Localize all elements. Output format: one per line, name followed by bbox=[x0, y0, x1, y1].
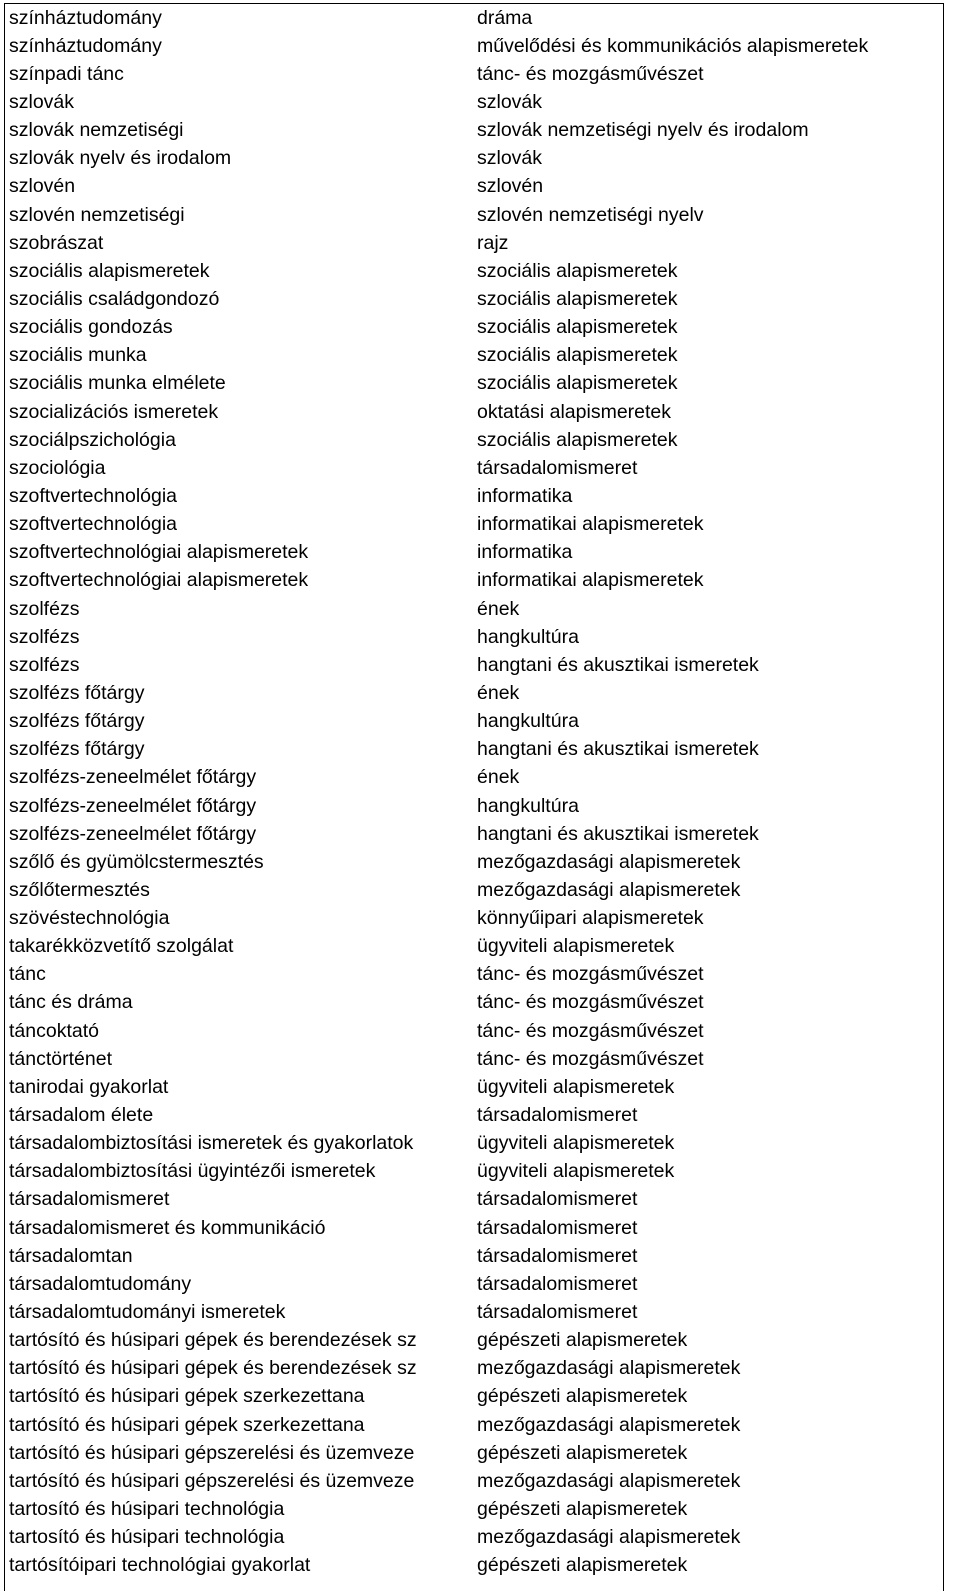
subject-name-cell: szoftvertechnológia bbox=[9, 513, 178, 536]
subject-name-cell: tartósító és húsipari gépek és berendezések sz bbox=[9, 1357, 417, 1380]
exam-subject-cell: gépészeti alapismeretek bbox=[477, 1441, 688, 1464]
exam-subject-cell: társadalomismeret bbox=[477, 1104, 638, 1127]
table-row bbox=[5, 32, 943, 60]
exam-subject-cell: hangkultúra bbox=[477, 794, 579, 817]
table-row bbox=[5, 1552, 943, 1580]
table-row bbox=[5, 1467, 943, 1495]
subject-name-cell: tartósító és húsipari gépszerelési és üzemveze bbox=[9, 1441, 415, 1464]
subject-name-cell: tánc bbox=[9, 963, 46, 986]
exam-subject-cell: szociális alapismeretek bbox=[477, 428, 678, 451]
subject-name-cell: szlovén bbox=[9, 175, 76, 198]
subject-name-cell: színháztudomány bbox=[9, 34, 162, 57]
table-row bbox=[5, 1242, 943, 1270]
subject-name-cell: tartosító és húsipari technológia bbox=[9, 1526, 285, 1549]
table-row bbox=[5, 567, 943, 595]
table-row bbox=[5, 314, 943, 342]
exam-subject-cell: társadalomismeret bbox=[477, 1301, 638, 1324]
subject-name-cell: színháztudomány bbox=[9, 6, 162, 29]
exam-subject-cell: hangtani és akusztikai ismeretek bbox=[477, 822, 759, 845]
table-row bbox=[5, 736, 943, 764]
table-row bbox=[5, 1439, 943, 1467]
exam-subject-cell: szlovén bbox=[477, 175, 544, 198]
table-row bbox=[5, 1158, 943, 1186]
exam-subject-cell: szlovák nemzetiségi nyelv és irodalom bbox=[477, 119, 809, 142]
subject-name-cell: tartósító és húsipari gépek és berendezések sz bbox=[9, 1329, 417, 1352]
table-row bbox=[5, 60, 943, 88]
exam-subject-cell: tánc- és mozgásművészet bbox=[477, 1047, 704, 1070]
table-row bbox=[5, 539, 943, 567]
exam-subject-cell: szociális alapismeretek bbox=[477, 372, 678, 395]
exam-subject-cell: mezőgazdasági alapismeretek bbox=[477, 1469, 741, 1492]
subject-name-cell: szolfézs bbox=[9, 625, 80, 648]
subject-name-cell: tartósító és húsipari gépek szerkezettana bbox=[9, 1413, 365, 1436]
subject-name-cell: szoftvertechnológiai alapismeretek bbox=[9, 541, 309, 564]
exam-subject-cell: hangkultúra bbox=[477, 710, 579, 733]
table-row bbox=[5, 1495, 943, 1523]
exam-subject-cell: társadalomismeret bbox=[477, 1216, 638, 1239]
exam-subject-cell: gépészeti alapismeretek bbox=[477, 1329, 688, 1352]
table-row bbox=[5, 370, 943, 398]
table-row bbox=[5, 201, 943, 229]
exam-subject-cell: tánc- és mozgásművészet bbox=[477, 1019, 704, 1042]
subject-name-cell: szövéstechnológia bbox=[9, 907, 170, 930]
table-row bbox=[5, 876, 943, 904]
subject-name-cell: szociálpszichológia bbox=[9, 428, 176, 451]
subject-name-cell: szolfézs-zeneelmélet főtárgy bbox=[9, 766, 257, 789]
subject-name-cell: szoftvertechnológia bbox=[9, 484, 178, 507]
table-row bbox=[5, 285, 943, 313]
subject-name-cell: szőlőtermesztés bbox=[9, 878, 150, 901]
exam-subject-cell: hangkultúra bbox=[477, 625, 579, 648]
table-row bbox=[5, 961, 943, 989]
table-row bbox=[5, 679, 943, 707]
table-row bbox=[5, 708, 943, 736]
table-row bbox=[5, 88, 943, 116]
subject-name-cell: társadalomtudomány bbox=[9, 1272, 192, 1295]
exam-subject-cell: társadalomismeret bbox=[477, 1244, 638, 1267]
exam-subject-cell: szlovén nemzetiségi nyelv bbox=[477, 203, 704, 226]
subject-name-cell: szlovén nemzetiségi bbox=[9, 203, 185, 226]
table-row bbox=[5, 426, 943, 454]
subject-name-cell: táncoktató bbox=[9, 1019, 99, 1042]
table-row bbox=[5, 1411, 943, 1439]
table-row bbox=[5, 145, 943, 173]
exam-subject-cell: informatika bbox=[477, 541, 573, 564]
table-row bbox=[5, 623, 943, 651]
table-row bbox=[5, 173, 943, 201]
exam-subject-cell: tánc- és mozgásművészet bbox=[477, 963, 704, 986]
exam-subject-cell: társadalomismeret bbox=[477, 1188, 638, 1211]
exam-subject-cell: szociális alapismeretek bbox=[477, 344, 678, 367]
table-row bbox=[5, 117, 943, 145]
subject-name-cell: takarékközvetítő szolgálat bbox=[9, 935, 234, 958]
subject-name-cell: szociális családgondozó bbox=[9, 287, 220, 310]
exam-subject-cell: gépészeti alapismeretek bbox=[477, 1385, 688, 1408]
subject-name-cell: társadalomismeret és kommunikáció bbox=[9, 1216, 326, 1239]
table-row bbox=[5, 792, 943, 820]
exam-subject-cell: oktatási alapismeretek bbox=[477, 400, 672, 423]
subject-name-cell: tánc és dráma bbox=[9, 991, 133, 1014]
exam-subject-cell: gépészeti alapismeretek bbox=[477, 1554, 688, 1577]
exam-subject-cell: gépészeti alapismeretek bbox=[477, 1498, 688, 1521]
subject-name-cell: tánctörténet bbox=[9, 1047, 112, 1070]
table-row bbox=[5, 1045, 943, 1073]
exam-subject-cell: mezőgazdasági alapismeretek bbox=[477, 850, 741, 873]
exam-subject-cell: informatika bbox=[477, 484, 573, 507]
table-row bbox=[5, 595, 943, 623]
exam-subject-cell: dráma bbox=[477, 6, 533, 29]
subject-name-cell: szoftvertechnológiai alapismeretek bbox=[9, 569, 309, 592]
exam-subject-cell: szlovák bbox=[477, 90, 543, 113]
subject-name-cell: tartósító és húsipari gépszerelési és üzemveze bbox=[9, 1469, 415, 1492]
table-row bbox=[5, 257, 943, 285]
table-row bbox=[5, 454, 943, 482]
table-row bbox=[5, 1186, 943, 1214]
exam-subject-cell: mezőgazdasági alapismeretek bbox=[477, 1357, 741, 1380]
table-row bbox=[5, 989, 943, 1017]
table-row bbox=[5, 342, 943, 370]
exam-subject-cell: mezőgazdasági alapismeretek bbox=[477, 1413, 741, 1436]
table-row bbox=[5, 1524, 943, 1552]
table-row bbox=[5, 764, 943, 792]
subject-name-cell: szociológia bbox=[9, 456, 106, 479]
subject-name-cell: szolfézs bbox=[9, 597, 80, 620]
subject-name-cell: szolfézs-zeneelmélet főtárgy bbox=[9, 794, 257, 817]
subject-name-cell: társadalombiztosítási ismeretek és gyakorlatok bbox=[9, 1132, 414, 1155]
table-row bbox=[5, 229, 943, 257]
exam-subject-cell: társadalomismeret bbox=[477, 1272, 638, 1295]
table-row bbox=[5, 933, 943, 961]
subject-name-cell: tartosító és húsipari technológia bbox=[9, 1498, 285, 1521]
table-row bbox=[5, 905, 943, 933]
subject-name-cell: szlovák bbox=[9, 90, 75, 113]
subject-name-cell: társadalomismeret bbox=[9, 1188, 170, 1211]
exam-subject-cell: ének bbox=[477, 681, 520, 704]
spreadsheet-table bbox=[4, 3, 944, 1591]
table-row bbox=[5, 1327, 943, 1355]
table-row bbox=[5, 482, 943, 510]
exam-subject-cell: ügyviteli alapismeretek bbox=[477, 935, 675, 958]
table-row bbox=[5, 1130, 943, 1158]
table-row bbox=[5, 1355, 943, 1383]
subject-name-cell: szolfézs főtárgy bbox=[9, 681, 145, 704]
exam-subject-cell: informatikai alapismeretek bbox=[477, 569, 704, 592]
subject-name-cell: társadalom élete bbox=[9, 1104, 154, 1127]
table-row bbox=[5, 1270, 943, 1298]
subject-name-cell: szociális gondozás bbox=[9, 316, 173, 339]
exam-subject-cell: ének bbox=[477, 766, 520, 789]
exam-subject-cell: tánc- és mozgásművészet bbox=[477, 62, 704, 85]
table-row bbox=[5, 511, 943, 539]
exam-subject-cell: szociális alapismeretek bbox=[477, 316, 678, 339]
subject-name-cell: társadalomtudományi ismeretek bbox=[9, 1301, 286, 1324]
subject-name-cell: társadalomtan bbox=[9, 1244, 133, 1267]
exam-subject-cell: társadalomismeret bbox=[477, 456, 638, 479]
exam-subject-cell: szlovák bbox=[477, 147, 543, 170]
table-row bbox=[5, 1017, 943, 1045]
table-row bbox=[5, 651, 943, 679]
subject-name-cell: szolfézs főtárgy bbox=[9, 738, 145, 761]
table-row bbox=[5, 1298, 943, 1326]
subject-name-cell: szociális munka elmélete bbox=[9, 372, 226, 395]
subject-name-cell: szobrászat bbox=[9, 231, 104, 254]
table-row bbox=[5, 820, 943, 848]
subject-name-cell: szlovák nemzetiségi bbox=[9, 119, 184, 142]
table-row bbox=[5, 1101, 943, 1129]
table-row bbox=[5, 848, 943, 876]
exam-subject-cell: ügyviteli alapismeretek bbox=[477, 1160, 675, 1183]
subject-name-cell: szolfézs-zeneelmélet főtárgy bbox=[9, 822, 257, 845]
exam-subject-cell: informatikai alapismeretek bbox=[477, 513, 704, 536]
exam-subject-cell: könnyűipari alapismeretek bbox=[477, 907, 704, 930]
table-row bbox=[5, 398, 943, 426]
exam-subject-cell: ének bbox=[477, 597, 520, 620]
subject-name-cell: tanirodai gyakorlat bbox=[9, 1075, 169, 1098]
subject-name-cell: szlovák nyelv és irodalom bbox=[9, 147, 232, 170]
table-row bbox=[5, 1073, 943, 1101]
subject-name-cell: szociális alapismeretek bbox=[9, 259, 210, 282]
table-row bbox=[5, 1214, 943, 1242]
subject-name-cell: társadalombiztosítási ügyintézői ismeretek bbox=[9, 1160, 376, 1183]
table-body bbox=[5, 4, 943, 1580]
exam-subject-cell: hangtani és akusztikai ismeretek bbox=[477, 738, 759, 761]
exam-subject-cell: hangtani és akusztikai ismeretek bbox=[477, 653, 759, 676]
subject-name-cell: szociális munka bbox=[9, 344, 147, 367]
table-row bbox=[5, 4, 943, 32]
subject-name-cell: tartósító és húsipari gépek szerkezettana bbox=[9, 1385, 365, 1408]
exam-subject-cell: ügyviteli alapismeretek bbox=[477, 1132, 675, 1155]
exam-subject-cell: szociális alapismeretek bbox=[477, 259, 678, 282]
table-row bbox=[5, 1383, 943, 1411]
exam-subject-cell: tánc- és mozgásművészet bbox=[477, 991, 704, 1014]
subject-name-cell: szolfézs főtárgy bbox=[9, 710, 145, 733]
exam-subject-cell: mezőgazdasági alapismeretek bbox=[477, 1526, 741, 1549]
exam-subject-cell: művelődési és kommunikációs alapismeretek bbox=[477, 34, 869, 57]
subject-name-cell: tartósítóipari technológiai gyakorlat bbox=[9, 1554, 311, 1577]
exam-subject-cell: rajz bbox=[477, 231, 509, 254]
exam-subject-cell: mezőgazdasági alapismeretek bbox=[477, 878, 741, 901]
subject-name-cell: szőlő és gyümölcstermesztés bbox=[9, 850, 264, 873]
subject-name-cell: szocializációs ismeretek bbox=[9, 400, 219, 423]
exam-subject-cell: ügyviteli alapismeretek bbox=[477, 1075, 675, 1098]
subject-name-cell: szolfézs bbox=[9, 653, 80, 676]
exam-subject-cell: szociális alapismeretek bbox=[477, 287, 678, 310]
subject-name-cell: színpadi tánc bbox=[9, 62, 124, 85]
